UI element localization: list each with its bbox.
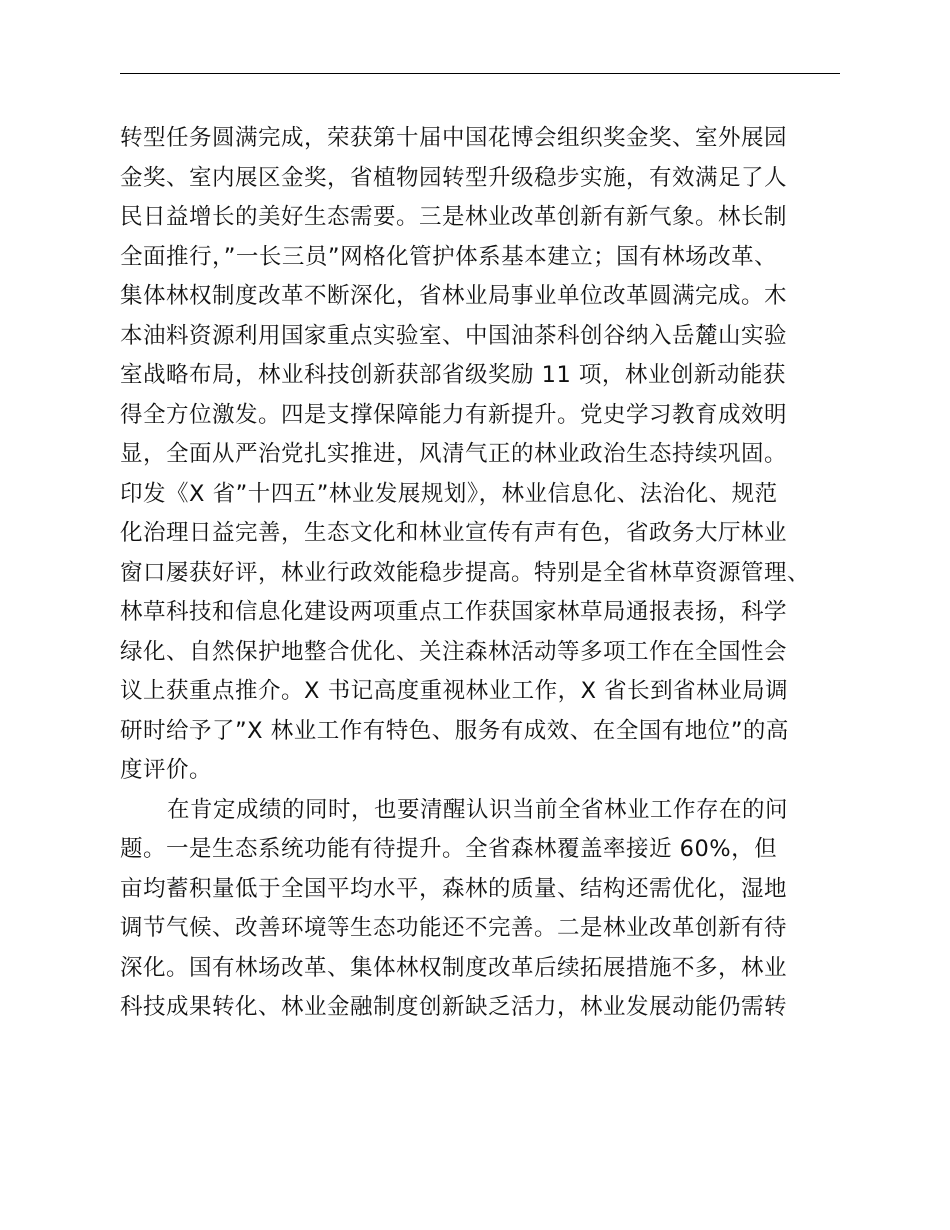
text-line: 集体林权制度改革不断深化，省林业局事业单位改革圆满完成。木 xyxy=(120,283,788,309)
text-line: 得全方位激发。四是支撑保障能力有新提升。党史学习教育成效明 xyxy=(120,401,788,428)
text-line: 题。一是生态系统功能有待提升。全省森林覆盖率接近 60%，但 xyxy=(120,836,778,862)
text-line: 窗口屡获好评，林业行政效能稳步提高。特别是全省林草资源管理、 xyxy=(120,559,811,586)
text-line: 室战略布局，林业科技创新获部省级奖励 11 项，林业创新动能获 xyxy=(120,362,786,388)
text-line: 度评价。 xyxy=(120,757,213,783)
text-line: 显，全面从严治党扎实推进，风清气正的林业政治生态持续巩固。 xyxy=(120,441,788,467)
text-line: 调节气候、改善环境等生态功能还不完善。二是林业改革创新有待 xyxy=(120,915,788,941)
text-line: 研时给予了”X 林业工作有特色、服务有成效、在全国有地位”的高 xyxy=(120,717,789,744)
text-line: 亩均蓄积量低于全国平均水平，森林的质量、结构还需优化，湿地 xyxy=(120,875,788,902)
text-line: 印发《X 省”十四五”林业发展规划》，林业信息化、法治化、规范 xyxy=(120,480,778,507)
text-line: 本油料资源利用国家重点实验室、中国油茶科创谷纳入岳麓山实验 xyxy=(120,322,788,349)
paragraph-first-line: 在肯定成绩的同时，也要清醒认识当前全省林业工作存在的问 xyxy=(167,796,789,823)
text-line: 化治理日益完善，生态文化和林业宣传有声有色，省政务大厅林业 xyxy=(120,520,788,546)
text-line: 深化。国有林场改革、集体林权制度改革后续拓展措施不多，林业 xyxy=(120,954,788,981)
text-line: 全面推行，”一长三员”网格化管护体系基本建立；国有林场改革、 xyxy=(120,243,778,270)
text-line: 金奖、室内展区金奖，省植物园转型升级稳步实施，有效满足了人 xyxy=(120,164,788,191)
text-line: 林草科技和信息化建设两项重点工作获国家林草局通报表扬，科学 xyxy=(120,599,788,625)
body-text xyxy=(120,119,840,1028)
text-line: 民日益增长的美好生态需要。三是林业改革创新有新气象。林长制 xyxy=(120,204,788,230)
header-rule xyxy=(120,73,840,74)
text-line: 议上获重点推介。X 书记高度重视林业工作，X 省长到省林业局调 xyxy=(120,678,789,704)
text-line: 科技成果转化、林业金融制度创新缺乏活力，林业发展动能仍需转 xyxy=(120,994,788,1020)
text-line: 绿化、自然保护地整合优化、关注森林活动等多项工作在全国性会 xyxy=(120,638,788,665)
text-line: 转型任务圆满完成，荣获第十届中国花博会组织奖金奖、室外展园 xyxy=(120,125,788,151)
